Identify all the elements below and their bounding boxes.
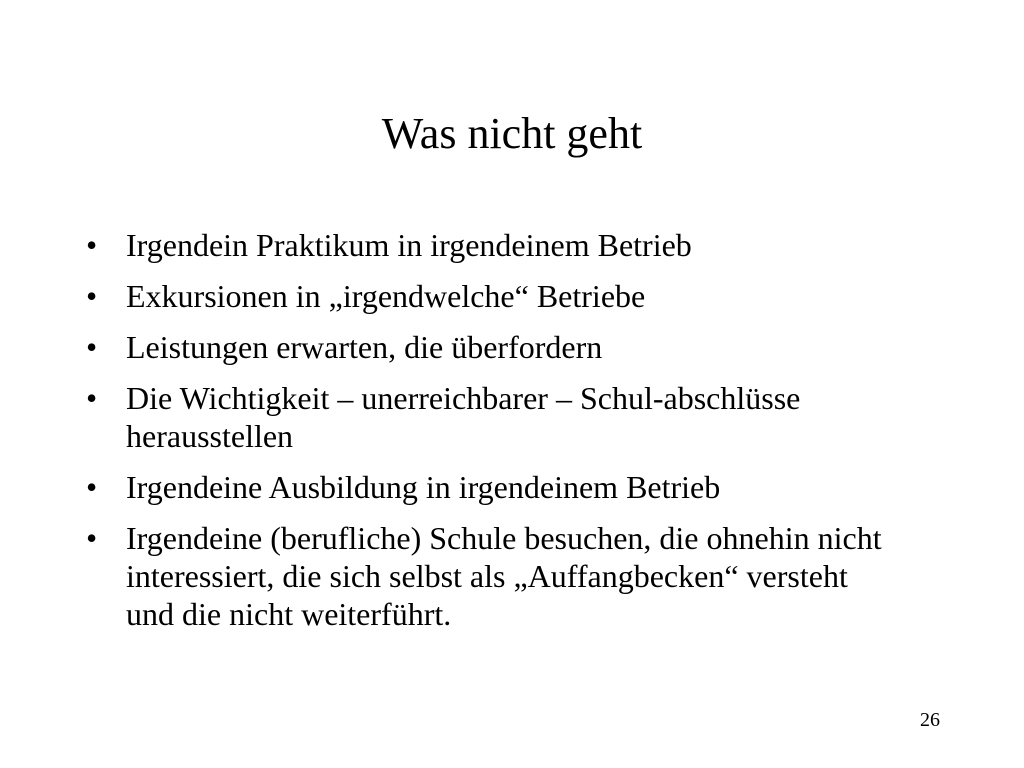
bullet-icon: • [86, 227, 98, 263]
bullet-icon: • [86, 278, 98, 314]
bullet-text: Exkursionen in „irgendwelche“ Betriebe [126, 278, 646, 314]
bullet-text: Irgendeine Ausbildung in irgendeinem Betrieb [126, 469, 721, 505]
bullet-list [86, 226, 886, 646]
bullet-text: Irgendein Praktikum in irgendeinem Betrieb [126, 227, 692, 263]
bullet-icon: • [86, 380, 98, 416]
bullet-item [86, 468, 886, 506]
bullet-item [86, 328, 886, 366]
bullet-item [86, 226, 886, 264]
slide-title: Was nicht geht [381, 109, 643, 158]
bullet-text: Irgendeine (berufliche) Schule besuchen, die ohnehin nicht interessiert, die sich selbst als „Auffangbecken“ versteht und die nicht weiterführt. [126, 520, 882, 632]
bullet-item [86, 519, 886, 633]
bullet-item [86, 379, 886, 455]
page-number: 26 [920, 709, 940, 731]
bullet-icon: • [86, 329, 98, 365]
bullet-icon: • [86, 520, 98, 556]
bullet-item [86, 277, 886, 315]
bullet-icon: • [86, 469, 98, 505]
bullet-text: Leistungen erwarten, die überfordern [126, 329, 603, 365]
bullet-text: Die Wichtigkeit – unerreichbarer – Schul-abschlüsse herausstellen [126, 380, 801, 454]
